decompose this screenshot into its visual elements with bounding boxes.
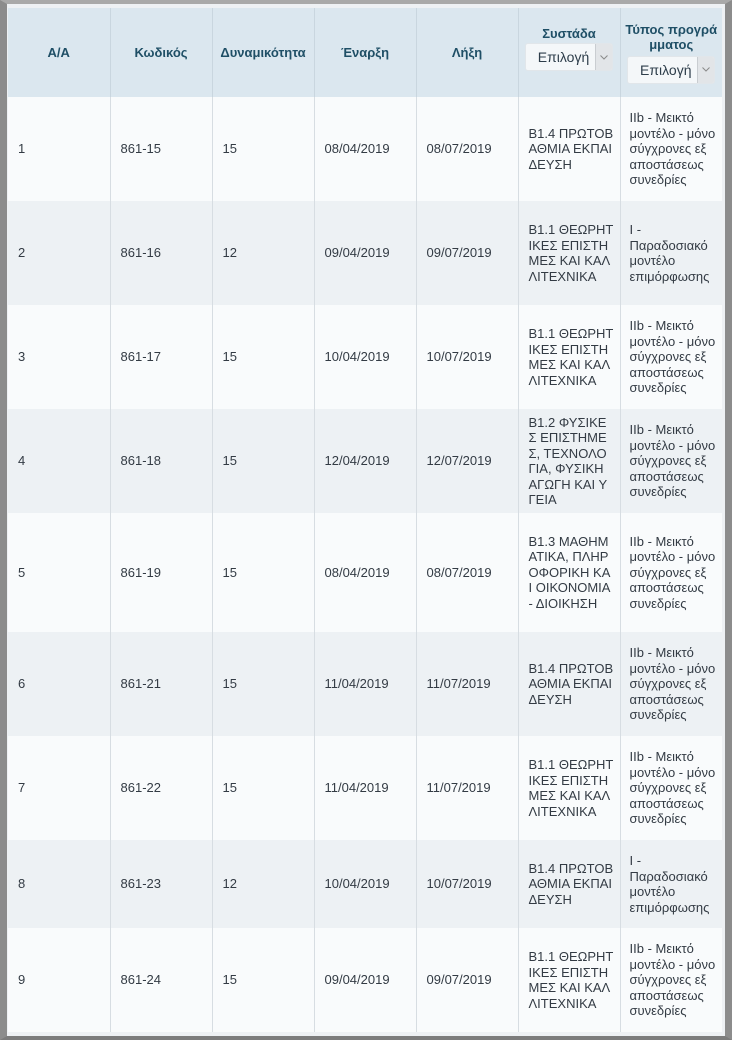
cell-code: 861-24 bbox=[110, 928, 212, 1032]
table-row[interactable] bbox=[8, 305, 722, 409]
cell-code: 861-18 bbox=[110, 409, 212, 513]
cell-cluster: Β1.2 ΦΥΣΙΚΕΣ ΕΠΙΣΤΗΜΕΣ, ΤΕΧΝΟΛΟΓΙΑ, ΦΥΣΙΚΗ ΑΓΩΓΗ ΚΑΙ ΥΓΕΙΑ bbox=[518, 409, 620, 513]
table-row[interactable] bbox=[8, 840, 722, 928]
cell-end: 10/07/2019 bbox=[416, 840, 518, 928]
cell-program-type: IIb - Μεικτό μοντέλο - μόνο σύγχρονες εξ αποστάσεως συνεδρίες bbox=[620, 513, 722, 632]
chevron-down-icon[interactable] bbox=[595, 44, 612, 70]
cell-cluster: Β1.1 ΘΕΩΡΗΤΙΚΕΣ ΕΠΙΣΤΗΜΕΣ ΚΑΙ ΚΑΛΛΙΤΕΧΝΙΚΑ bbox=[518, 305, 620, 409]
cell-end: 09/07/2019 bbox=[416, 928, 518, 1032]
column-header-capacity[interactable]: Δυναμικότητα bbox=[212, 8, 314, 97]
cell-capacity: 15 bbox=[212, 736, 314, 840]
cell-start: 11/04/2019 bbox=[314, 736, 416, 840]
cell-capacity: 15 bbox=[212, 409, 314, 513]
table-row[interactable] bbox=[8, 632, 722, 736]
cell-start: 08/04/2019 bbox=[314, 97, 416, 201]
cell-start: 11/04/2019 bbox=[314, 632, 416, 736]
cell-code: 861-21 bbox=[110, 632, 212, 736]
cell-aa: 6 bbox=[18, 676, 26, 692]
column-header-aa[interactable]: Α/Α bbox=[47, 45, 70, 60]
cell-cluster: Β1.1 ΘΕΩΡΗΤΙΚΕΣ ΕΠΙΣΤΗΜΕΣ ΚΑΙ ΚΑΛΛΙΤΕΧΝΙΚΑ bbox=[518, 201, 620, 305]
cell-aa: 4 bbox=[18, 453, 26, 469]
cell-start: 09/04/2019 bbox=[314, 201, 416, 305]
cell-program-type: IIb - Μεικτό μοντέλο - μόνο σύγχρονες εξ αποστάσεως συνεδρίες bbox=[620, 97, 722, 201]
cell-program-type: IIb - Μεικτό μοντέλο - μόνο σύγχρονες εξ αποστάσεως συνεδρίες bbox=[620, 305, 722, 409]
cell-aa: 1 bbox=[18, 141, 26, 157]
cell-code: 861-23 bbox=[110, 840, 212, 928]
cell-capacity: 15 bbox=[212, 928, 314, 1032]
cell-end: 11/07/2019 bbox=[416, 632, 518, 736]
cell-cluster: Β1.4 ΠΡΩΤΟΒΑΘΜΙΑ ΕΚΠΑΙΔΕΥΣΗ bbox=[518, 97, 620, 201]
cell-code: 861-22 bbox=[110, 736, 212, 840]
table-row[interactable] bbox=[8, 513, 722, 632]
table-header-row bbox=[8, 8, 722, 97]
cell-capacity: 15 bbox=[212, 513, 314, 632]
column-header-end[interactable]: Λήξη bbox=[416, 8, 518, 97]
table-row[interactable] bbox=[8, 97, 722, 201]
cell-capacity: 15 bbox=[212, 632, 314, 736]
chevron-down-icon[interactable] bbox=[697, 57, 714, 83]
cell-capacity: 12 bbox=[212, 840, 314, 928]
cell-aa: 5 bbox=[18, 564, 26, 580]
column-header-program-type bbox=[620, 8, 722, 97]
cell-aa: 7 bbox=[18, 780, 26, 796]
cell-cluster: Β1.1 ΘΕΩΡΗΤΙΚΕΣ ΕΠΙΣΤΗΜΕΣ ΚΑΙ ΚΑΛΛΙΤΕΧΝΙΚΑ bbox=[518, 928, 620, 1032]
cell-aa: 3 bbox=[18, 349, 26, 365]
program-type-filter-select[interactable] bbox=[627, 56, 715, 84]
cell-end: 08/07/2019 bbox=[416, 513, 518, 632]
cell-program-type: IIb - Μεικτό μοντέλο - μόνο σύγχρονες εξ αποστάσεως συνεδρίες bbox=[620, 736, 722, 840]
cell-program-type: I - Παραδοσιακό μοντέλο επιμόρφωσης bbox=[620, 840, 722, 928]
cell-start: 08/04/2019 bbox=[314, 513, 416, 632]
cell-cluster: Β1.4 ΠΡΩΤΟΒΑΘΜΙΑ ΕΚΠΑΙΔΕΥΣΗ bbox=[518, 632, 620, 736]
table-row[interactable] bbox=[8, 928, 722, 1032]
cell-end: 09/07/2019 bbox=[416, 201, 518, 305]
cell-start: 09/04/2019 bbox=[314, 928, 416, 1032]
program-type-filter-value: Επιλογή bbox=[640, 61, 692, 78]
cell-capacity: 12 bbox=[212, 201, 314, 305]
cell-cluster: Β1.4 ΠΡΩΤΟΒΑΘΜΙΑ ΕΚΠΑΙΔΕΥΣΗ bbox=[518, 840, 620, 928]
program-type-header-label[interactable]: Τύπος προγράμματος bbox=[625, 21, 718, 52]
cell-start: 12/04/2019 bbox=[314, 409, 416, 513]
cluster-header-label[interactable]: Συστάδα bbox=[542, 26, 596, 41]
cell-aa: 8 bbox=[18, 876, 26, 892]
cell-start: 10/04/2019 bbox=[314, 840, 416, 928]
cell-end: 10/07/2019 bbox=[416, 305, 518, 409]
cell-code: 861-16 bbox=[110, 201, 212, 305]
cell-program-type: I - Παραδοσιακό μοντέλο επιμόρφωσης bbox=[620, 201, 722, 305]
column-header-start[interactable]: Έναρξη bbox=[314, 8, 416, 97]
column-header-cluster bbox=[518, 8, 620, 97]
cell-end: 12/07/2019 bbox=[416, 409, 518, 513]
cell-start: 10/04/2019 bbox=[314, 305, 416, 409]
cell-capacity: 15 bbox=[212, 305, 314, 409]
column-header-code[interactable]: Κωδικός bbox=[110, 8, 212, 97]
cell-code: 861-19 bbox=[110, 513, 212, 632]
table-row[interactable] bbox=[8, 409, 722, 513]
programs-table bbox=[8, 8, 722, 1032]
cluster-filter-value: Επιλογή bbox=[537, 49, 590, 65]
cell-end: 08/07/2019 bbox=[416, 97, 518, 201]
cluster-filter-select[interactable] bbox=[525, 43, 613, 71]
cell-program-type: IIb - Μεικτό μοντέλο - μόνο σύγχρονες εξ αποστάσεως συνεδρίες bbox=[620, 928, 722, 1032]
cell-cluster: Β1.1 ΘΕΩΡΗΤΙΚΕΣ ΕΠΙΣΤΗΜΕΣ ΚΑΙ ΚΑΛΛΙΤΕΧΝΙΚΑ bbox=[518, 736, 620, 840]
cell-cluster: Β1.3 ΜΑΘΗΜΑΤΙΚΑ, ΠΛΗΡΟΦΟΡΙΚΗ ΚΑΙ ΟΙΚΟΝΟΜΙΑ - ΔΙΟΙΚΗΣΗ bbox=[518, 513, 620, 632]
cell-program-type: IIb - Μεικτό μοντέλο - μόνο σύγχρονες εξ αποστάσεως συνεδρίες bbox=[620, 632, 722, 736]
table-row[interactable] bbox=[8, 201, 722, 305]
cell-code: 861-15 bbox=[110, 97, 212, 201]
cell-aa: 2 bbox=[18, 245, 26, 261]
cell-capacity: 15 bbox=[212, 97, 314, 201]
table-row[interactable] bbox=[8, 736, 722, 840]
cell-program-type: IIb - Μεικτό μοντέλο - μόνο σύγχρονες εξ αποστάσεως συνεδρίες bbox=[620, 409, 722, 513]
cell-code: 861-17 bbox=[110, 305, 212, 409]
cell-end: 11/07/2019 bbox=[416, 736, 518, 840]
cell-aa: 9 bbox=[18, 972, 26, 988]
programs-table-container bbox=[8, 8, 722, 1032]
